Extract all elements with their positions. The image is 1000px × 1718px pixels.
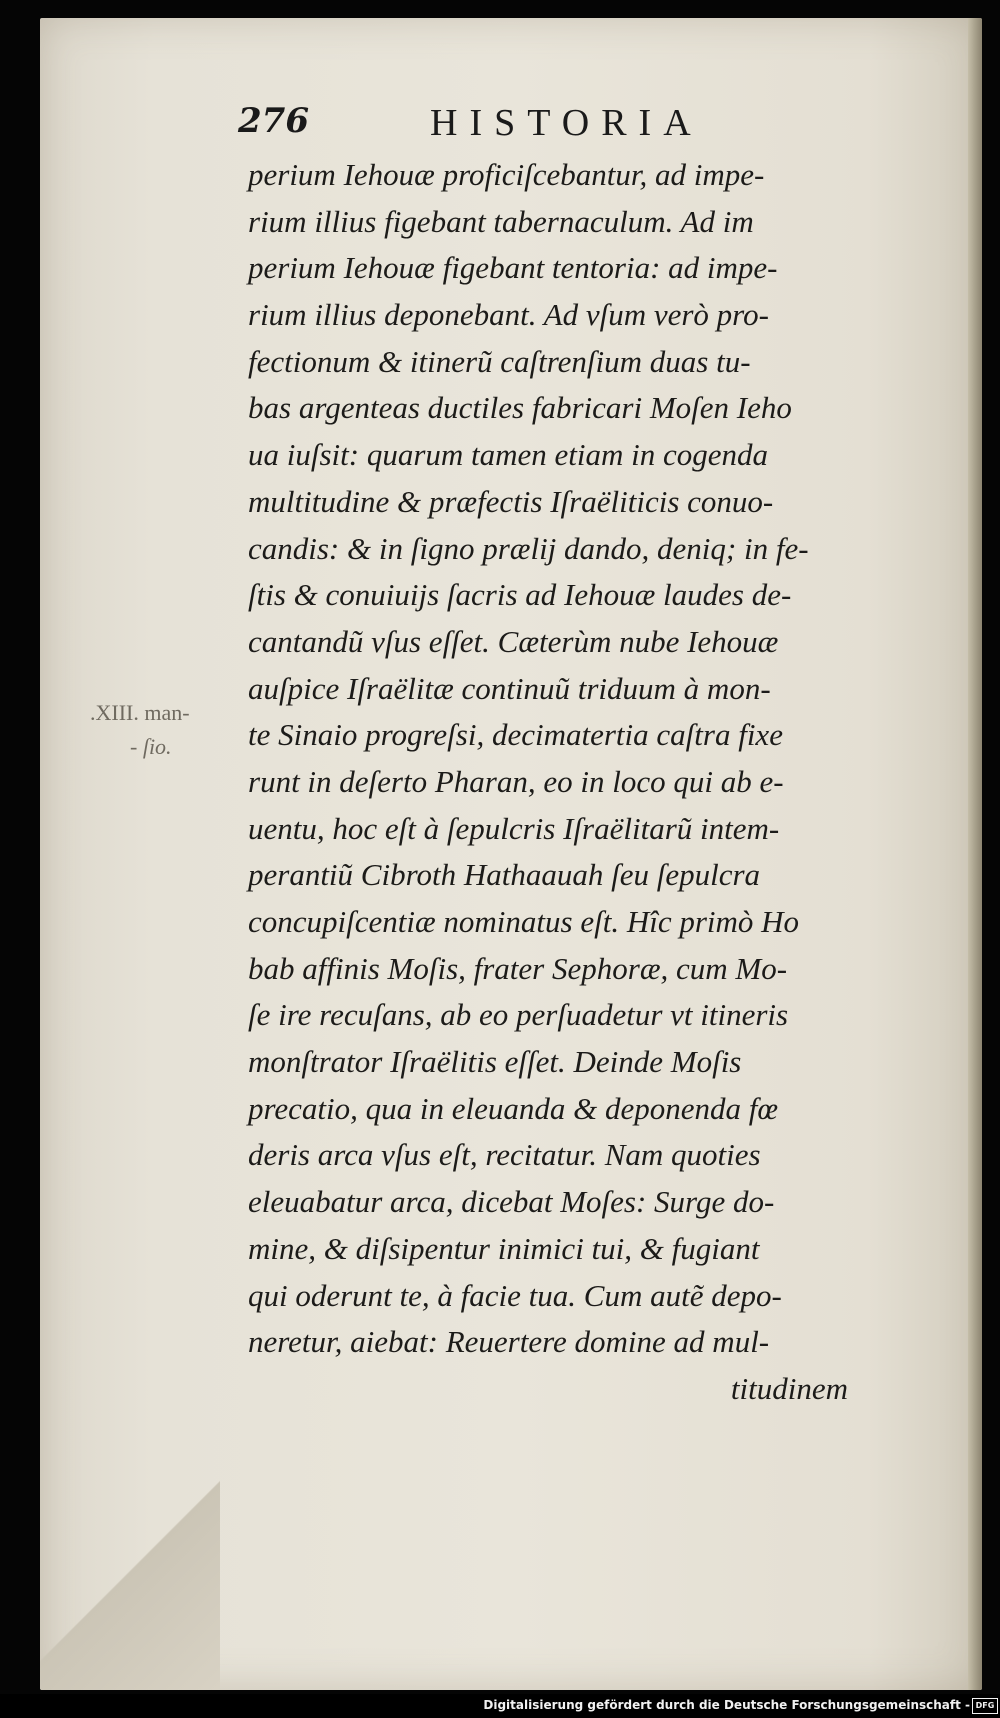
text-line: monſtrator Iſraëlitis eſſet. Deinde Moſis (248, 1044, 742, 1080)
text-line: eleuabatur arca, dicebat Moſes: Surge do- (248, 1184, 775, 1220)
text-line: precatio, qua in eleuanda & deponenda fœ (248, 1090, 779, 1126)
running-title: HISTORIA (430, 102, 703, 144)
text-line: perium Iehouæ figebant tentoria: ad impe- (248, 250, 778, 286)
text-line: candis: & in ſigno prælij dando, deniq; in fe- (248, 530, 809, 566)
funding-credit: Digitalisierung gefördert durch die Deutsche Forschungsgemeinschaft - (483, 1698, 970, 1712)
text-line: ſe ire recuſans, ab eo perſuadetur vt itineris (248, 997, 789, 1033)
text-line: concupiſcentiæ nominatus eſt. Hîc primò Ho (248, 904, 800, 939)
text-line: perantiũ Cibroth Hathaauah ſeu ſepulcra (248, 857, 761, 893)
text-line: qui oderunt te, à facie tua. Cum autẽ depo- (248, 1277, 782, 1313)
text-line: multitudine & præfectis Iſraëliticis conuo- (248, 483, 774, 519)
text-line: bab affinis Moſis, frater Sephoræ, cum Mo- (248, 950, 788, 986)
margin-note-line: - ſio. (130, 734, 172, 759)
text-line: rium illius deponebant. Ad vſum verò pro- (248, 297, 769, 333)
text-line: fectionum & itinerũ caſtrenſium duas tu- (248, 343, 751, 379)
text-line: neretur, aiebat: Reuertere domine ad mul- (248, 1324, 770, 1360)
page-number: 276 (238, 101, 309, 141)
text-line: runt in deſerto Pharan, eo in loco qui ab e- (248, 763, 784, 799)
text-line: ſtis & conuiuijs ſacris ad Iehouæ laudes de- (248, 577, 792, 613)
text-line: uentu, hoc eſt à ſepulcris Iſraëlitarũ intem- (248, 810, 780, 846)
margin-note (90, 696, 250, 764)
body-text (248, 152, 848, 1413)
text-line: te Sinaio progreſsi, decimatertia caſtra fixe (248, 717, 783, 753)
text-line: rium illius figebant tabernaculum. Ad im (248, 203, 754, 239)
dfg-logo: DFG (972, 1698, 998, 1714)
catchword: titudinem (730, 1370, 848, 1406)
footer-bar (0, 1694, 1000, 1718)
text-line: auſpice Iſraëlitæ continuũ triduum à mon- (248, 670, 771, 706)
text-line: bas argenteas ductiles fabricari Moſen Ieho (248, 390, 792, 426)
margin-note-line: .XIII. man- (90, 700, 190, 725)
text-line: perium Iehouæ proficiſcebantur, ad impe- (248, 157, 765, 192)
text-line: cantandũ vſus eſſet. Cæterùm nube Iehouæ (248, 623, 779, 659)
text-line: ua iuſsit: quarum tamen etiam in cogenda (248, 437, 769, 473)
page-binding-edge (968, 18, 982, 1690)
text-line: mine, & diſsipentur inimici tui, & fugiant (248, 1230, 760, 1266)
page-header (238, 95, 798, 149)
text-line: deris arca vſus eſt, recitatur. Nam quoties (248, 1137, 761, 1173)
